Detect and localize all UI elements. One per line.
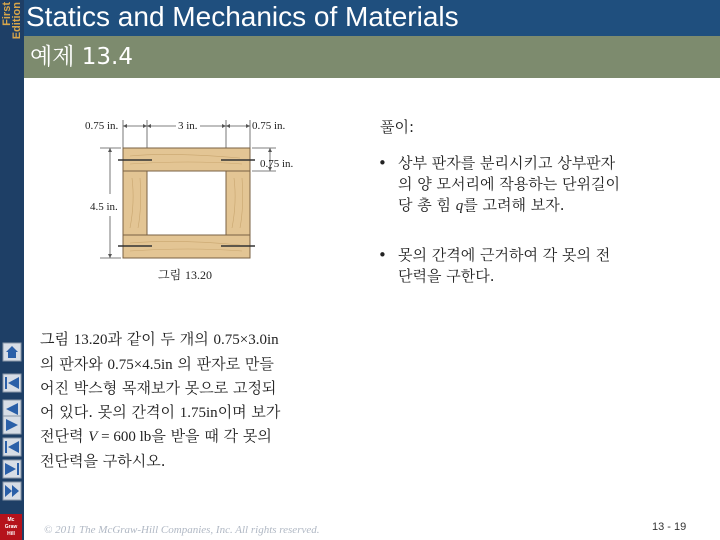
home-icon[interactable]: [0, 341, 24, 363]
bullet-dot: •: [378, 154, 387, 172]
first-icon[interactable]: [0, 372, 24, 394]
page-number: 13 - 19: [652, 521, 687, 533]
forward-icon[interactable]: [0, 414, 24, 436]
dim-side-label: 0.75 in.: [260, 158, 294, 170]
edition-first: First: [1, 2, 13, 26]
mcgraw-hill-logo: Mc Graw Hill: [0, 514, 22, 540]
copyright-notice: © 2011 The McGraw-Hill Companies, Inc. All rights reserved.: [44, 524, 320, 536]
dim-left-label: 0.75 in.: [85, 120, 119, 132]
solution-heading: 풀이:: [380, 118, 415, 136]
end-icon[interactable]: [0, 480, 24, 502]
box-beam-figure: [80, 112, 310, 292]
dim-right-label: 0.75 in.: [252, 120, 286, 132]
bullet-dot: •: [378, 246, 387, 264]
figure-caption: 그림 13.20: [158, 268, 212, 282]
dim-height-label: 4.5 in.: [90, 201, 118, 213]
edition-label: [0, 0, 24, 60]
header-bar: [24, 0, 720, 36]
previous-section-icon[interactable]: [0, 436, 24, 458]
slide-title: 예제 13.4: [30, 44, 133, 70]
dim-middle-label: 3 in.: [178, 120, 198, 132]
slide-title-bar: [24, 36, 720, 78]
next-section-icon[interactable]: [0, 458, 24, 480]
problem-statement: 그림 13.20과 같이 두 개의 0.75×3.0in 의 판자와 0.75×4.5in 의 판자로 만들 어진 박스형 목재보가 못으로 고정되 어 있다. 못의 간격이 1.75in이며 보가 전단력 V = 600 lb을 받을 때 각 못의 전단력을 구하시오.: [40, 330, 281, 470]
course-title: Statics and Mechanics of Materials: [26, 1, 459, 32]
edition-word: Edition: [11, 2, 23, 40]
